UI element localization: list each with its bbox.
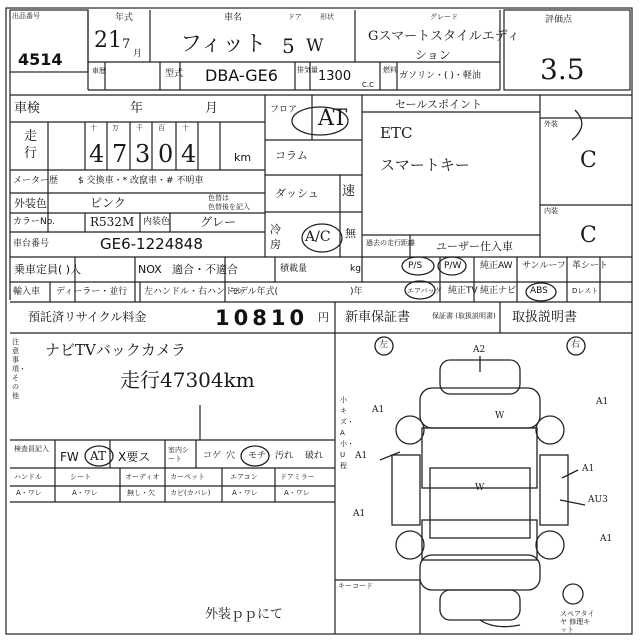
digit-header-1: 十: [90, 124, 97, 132]
right-doors: [540, 455, 568, 525]
mileage-label: 走行: [24, 129, 38, 161]
damage-legend: 小キズ・A小・U程: [340, 396, 354, 470]
mark-a2: A2: [473, 345, 486, 355]
r1-aircon: エアコン: [230, 473, 258, 481]
left-doors: [392, 455, 420, 525]
mileage-digit-1: 4: [89, 140, 105, 168]
roof: [430, 468, 530, 538]
warranty-note: 保証書 (取扱説明書): [432, 312, 496, 320]
model-year-label: モデル年式(: [230, 287, 279, 297]
no-cooler-label: 無: [345, 227, 356, 240]
mark-a1-left-front: A1: [372, 405, 385, 415]
lot-number: 4514: [18, 50, 63, 69]
column-label: コラム: [275, 149, 308, 162]
mileage-digit-5: 4: [181, 140, 197, 168]
equip-navi: 純正ナビ: [480, 286, 517, 296]
r2-mirror: A・ワレ: [284, 489, 310, 497]
exterior-grade-value: C: [580, 148, 597, 173]
inspector-label: 検査員記入: [14, 445, 49, 453]
r1-mirror: ドアミラー: [280, 473, 315, 481]
floor-label: フロア: [270, 105, 298, 115]
transmission-value: AT: [318, 106, 348, 131]
meter-history-options: $ 交換車・* 改竄車・# 不明車: [78, 176, 204, 186]
warranty-label: 新車保証書: [345, 310, 411, 325]
notes-line-2: 走行47304km: [120, 368, 255, 392]
r2-aircon: A・ワレ: [232, 489, 258, 497]
body-history-label: 車歴: [92, 67, 106, 75]
nox-label: NOX: [138, 263, 162, 276]
front-right-wheel: [536, 416, 564, 444]
fuel-options: ガソリン・( )・軽油: [399, 71, 481, 81]
mark-w-hood: W: [495, 411, 505, 421]
r1-carpet: カーペット: [170, 473, 205, 481]
rear-left-wheel: [396, 531, 424, 559]
equip-airbag: エアバッグ: [407, 287, 442, 295]
r2-handle: A・ワレ: [16, 489, 42, 497]
chassis-number: GE6-1224848: [100, 235, 203, 253]
notes-bottom: 外装ｐｐにて: [205, 607, 284, 622]
door-count: 5: [282, 34, 295, 58]
door-label: ドア: [288, 13, 302, 21]
recycle-value: 10810: [215, 306, 309, 330]
rear-bumper: [440, 590, 520, 620]
mark-w-roof: W: [475, 483, 485, 493]
meter-history-label: メーター歴: [13, 176, 59, 186]
score-value: 3.5: [540, 53, 585, 86]
equip-pw: P/W: [444, 261, 462, 271]
equip-tv: 純正TV: [448, 286, 478, 296]
interior-grade-value: C: [580, 223, 597, 248]
body-shape: W: [306, 36, 324, 56]
sales-point-title: セールスポイント: [395, 98, 483, 111]
equip-leather: 革シート: [572, 261, 609, 271]
cooler-label: 冷房: [270, 223, 281, 251]
mark-au3: AU3: [588, 495, 608, 505]
equip-abs: ABS: [530, 286, 548, 296]
issue-mochi: モチ: [248, 451, 267, 461]
displacement-value: 1300: [318, 69, 352, 84]
nox-options: 適合・不適合: [172, 263, 238, 276]
cooler-value: A/C: [305, 229, 331, 245]
year-label: 年式: [115, 13, 134, 23]
r2-seat: A・ワレ: [72, 489, 98, 497]
shaken-year: 年: [130, 101, 144, 116]
sales-point-2: スマートキー: [380, 156, 470, 174]
import-label: 輸入車: [13, 287, 41, 297]
equip-d-rest: Dレスト: [572, 287, 599, 295]
front-window: [422, 428, 537, 488]
equip-ps: P/S: [408, 261, 423, 271]
grade-line-2: ション: [415, 48, 451, 62]
rear-right-wheel: [536, 531, 564, 559]
dash-label: ダッシュ: [275, 187, 319, 200]
past-mileage-label: 過去の走行距離: [366, 239, 415, 247]
yen-unit: 円: [318, 311, 329, 324]
shape-label: 形状: [320, 13, 334, 21]
notes-label: 注意事項・その他: [12, 338, 26, 400]
mileage-digit-4: 0: [158, 140, 174, 168]
color-no-label: カラーNo.: [13, 217, 55, 227]
cc-unit: C.C: [362, 81, 375, 89]
right-mark: 右: [571, 340, 581, 350]
score-label: 評価点: [545, 15, 573, 25]
digit-header-3: 千: [136, 124, 143, 132]
mark-a1-right-front: A1: [596, 397, 609, 407]
fuel-label: 燃料: [383, 66, 397, 74]
check-interior: 室内シート: [168, 446, 189, 463]
exterior-color-value: ピンク: [90, 196, 126, 210]
mark-a1-right-rear: A1: [600, 534, 613, 544]
car-name: フィット: [180, 32, 267, 57]
mark-a1-right-door: A1: [582, 464, 595, 474]
lot-label: 出品番号: [12, 12, 40, 20]
issue-burn: コゲ: [203, 451, 222, 461]
rear-window: [422, 520, 537, 560]
year-value: 21: [94, 28, 122, 53]
left-mark: 左: [379, 340, 389, 350]
mileage-digit-3: 3: [135, 140, 151, 168]
digit-header-2: 万: [112, 124, 119, 132]
equip-aw: 純正AW: [480, 261, 513, 271]
model-year-suffix: )年: [350, 287, 363, 297]
r1-handle: ハンドル: [14, 473, 42, 481]
interior-color-label: 内装色: [143, 217, 171, 227]
recycle-label: 預託済リサイクル料金: [28, 310, 147, 324]
r2-audio: 無し・欠: [127, 489, 155, 497]
month-suffix: 月: [133, 49, 143, 59]
km-unit: km: [234, 151, 252, 164]
equip-sunroof: サンルーフ: [522, 261, 566, 271]
notes-line-1: ナビTVバックカメラ: [45, 341, 186, 359]
spare-label: スペアタイヤ 修理キット: [560, 610, 595, 634]
dealer-options: ディーラー・並行: [56, 287, 128, 297]
key-code-label: キーコード: [338, 582, 373, 590]
kg-unit: kg: [350, 264, 361, 274]
month-value: 7: [122, 37, 131, 52]
r2-carpet: カビ(カパレ): [170, 489, 211, 497]
digit-header-4: 百: [158, 124, 165, 132]
speed-label: 速: [342, 184, 356, 199]
issue-hole: 穴: [226, 451, 236, 461]
shaken-month: 月: [205, 101, 219, 116]
color-change-note-2: 色替後を記入: [208, 203, 250, 211]
handle-options: 左ハンドル・右ハンドル: [144, 287, 244, 297]
manual-label: 取扱説明書: [512, 310, 578, 325]
car-name-label: 車名: [224, 13, 243, 23]
grade-label: グレード: [430, 13, 458, 21]
digit-header-5: 十: [182, 124, 189, 132]
mileage-digit-2: 7: [112, 140, 128, 168]
issue-tear: 破れ: [305, 451, 324, 461]
model-code: DBA-GE6: [205, 66, 278, 85]
exterior-color-label: 外装色: [14, 197, 47, 210]
mark-a1-left-door: A1: [355, 451, 368, 461]
capacity-label: 乗車定員( )人: [14, 263, 82, 276]
displacement-label: 排気量: [297, 66, 318, 74]
shaken-label: 車検: [14, 101, 41, 116]
grade-line-1: Gスマートスタイルエディ: [368, 29, 520, 44]
front-left-wheel: [396, 416, 424, 444]
color-no-value: R532M: [90, 215, 135, 229]
check-fw: FW: [60, 450, 79, 464]
mark-a1-left-rear: A1: [353, 509, 366, 519]
interior-color-value: グレー: [200, 215, 237, 229]
check-at: AT: [90, 449, 107, 463]
color-change-note-1: 色替は: [208, 194, 229, 202]
exterior-grade-label: 外装: [544, 120, 558, 128]
sales-point-1: ETC: [380, 124, 413, 142]
r1-audio: オーディオ: [125, 473, 160, 481]
load-label: 積載量: [280, 264, 308, 274]
chassis-label: 車台番号: [13, 239, 50, 249]
model-label: 型式: [165, 69, 184, 79]
user-purchase-label: ユーザー仕入車: [436, 240, 513, 253]
check-needs: X要ス: [118, 450, 151, 464]
r1-seat: シート: [70, 473, 91, 481]
issue-dirt: 汚れ: [275, 451, 294, 461]
interior-grade-label: 内装: [544, 207, 558, 215]
